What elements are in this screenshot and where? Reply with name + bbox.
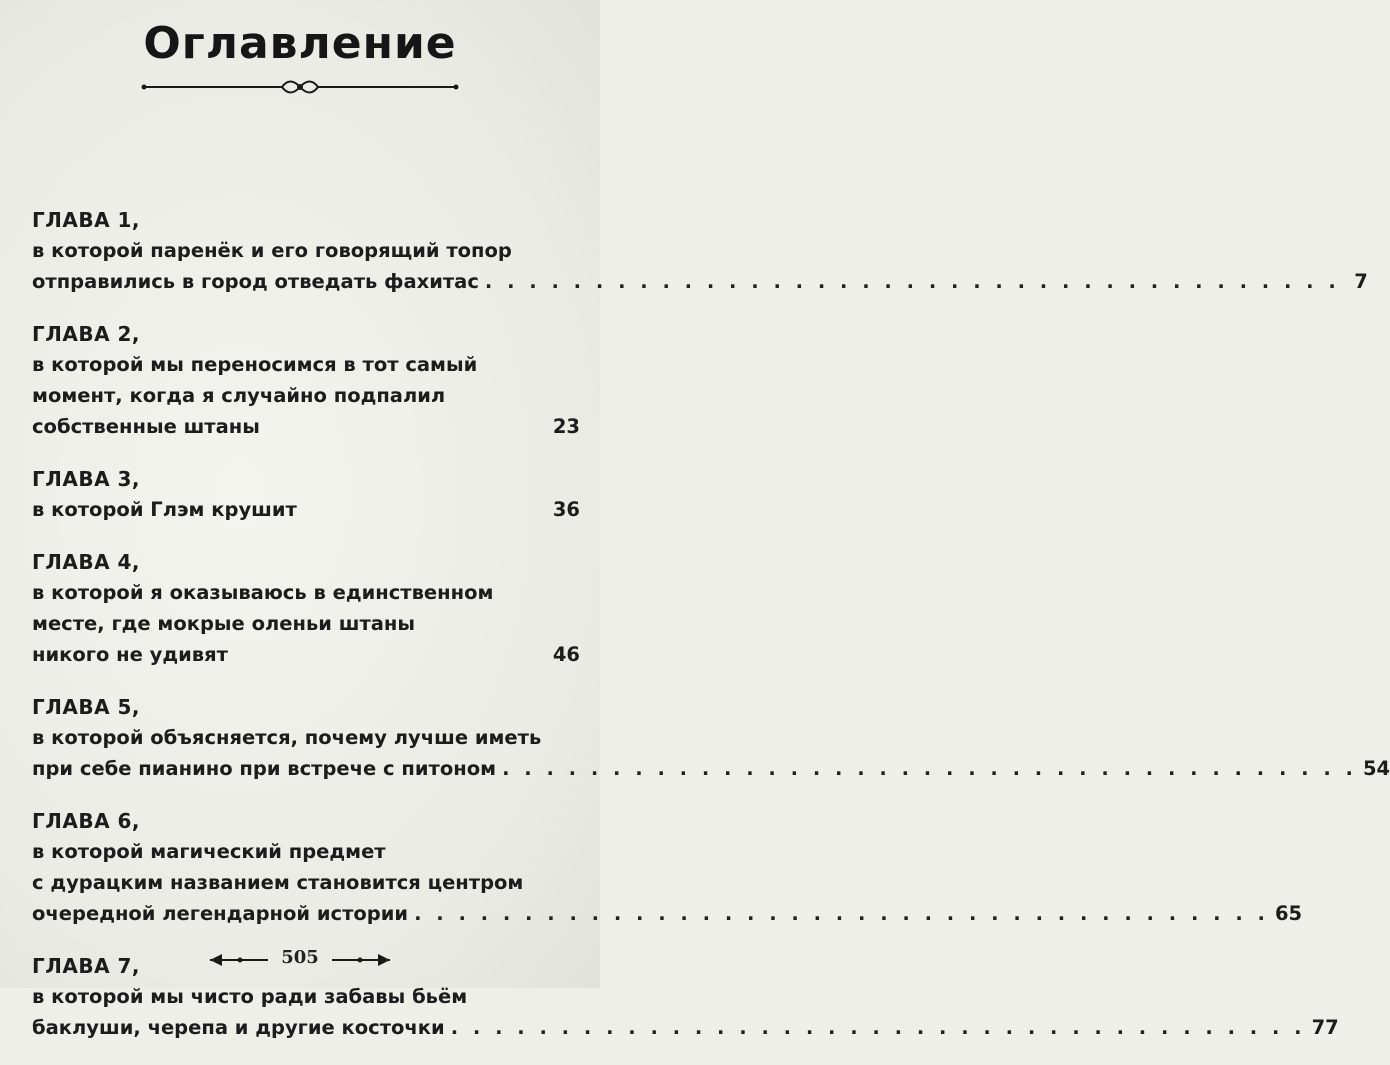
page-footer xyxy=(200,945,400,975)
chapter-title-text: баклуши, черепа и другие косточки xyxy=(32,1016,445,1039)
dot-leader: . . . . . . . . . . . . . . . . . . . . . . . . . . . . . . . . . . . . . . . xyxy=(502,757,1357,780)
chapter-title-text: собственные штаны xyxy=(32,415,260,438)
chapter-page-number: 54 xyxy=(1362,757,1390,780)
dot-leader: . . . . . . . . . . . . . . . . . . . . . . . . . . . . . . . . . . . . . . . xyxy=(484,270,1340,293)
toc-entry[interactable] xyxy=(32,547,580,670)
toc-entry[interactable] xyxy=(32,806,1303,929)
chapter-heading: ГЛАВА 6, xyxy=(32,809,141,833)
chapter-title-last-line xyxy=(32,411,580,442)
chapter-title-last-line xyxy=(32,266,1368,297)
chapter-title-text: отправились в город отведать фахитас xyxy=(32,270,479,293)
chapter-title-last-line xyxy=(32,494,580,525)
chapter-heading: ГЛАВА 2, xyxy=(32,322,141,346)
chapter-title-line: момент, когда я случайно подпалил xyxy=(32,384,446,407)
chapter-title-last-line xyxy=(32,639,580,670)
chapter-heading: ГЛАВА 1, xyxy=(32,208,141,232)
chapter-title-line: в которой объясняется, почему лучше иметь xyxy=(32,726,542,749)
chapter-title-text: в которой Глэм крушит xyxy=(32,498,297,521)
chapter-title-text: никого не удивят xyxy=(32,643,228,666)
chapter-title-line: месте, где мокрые оленьи штаны xyxy=(32,612,416,635)
chapter-title-line: в которой мы чисто ради забавы бьём xyxy=(32,985,468,1008)
table-of-contents xyxy=(32,205,1390,1065)
chapter-title-text: при себе пианино при встрече с питоном xyxy=(32,757,497,780)
dot-leader: . . . . . . . . . . . . . . . . . . . . . . . . . . . . . . . . . . . . . . . xyxy=(450,1016,1306,1039)
toc-entry[interactable] xyxy=(32,692,1390,784)
chapter-page-number: 7 xyxy=(1354,270,1368,293)
toc-entry[interactable] xyxy=(32,205,1368,297)
dot-leader: . . . . . . . . . . . . . . . . . . . . . . . . . . . . . . . . . . . . . . . xyxy=(414,902,1269,925)
toc-entry[interactable] xyxy=(32,464,580,525)
chapter-title-text: очередной легендарной истории xyxy=(32,902,409,925)
chapter-title-last-line xyxy=(32,1012,1339,1043)
chapter-title-last-line xyxy=(32,753,1390,784)
chapter-title-line: с дурацким названием становится центром xyxy=(32,871,524,894)
chapter-page-number: 36 xyxy=(552,498,580,521)
page-title: Оглавление xyxy=(143,18,457,69)
chapter-title-last-line xyxy=(32,898,1303,929)
chapter-heading: ГЛАВА 7, xyxy=(32,954,141,978)
toc-entry[interactable] xyxy=(32,319,580,442)
chapter-page-number: 77 xyxy=(1311,1016,1339,1039)
chapter-title-line: в которой я оказываюсь в единственном xyxy=(32,581,494,604)
chapter-heading: ГЛАВА 5, xyxy=(32,695,141,719)
chapter-title-line: в которой паренёк и его говорящий топор xyxy=(32,239,512,262)
page-number: 505 xyxy=(281,947,319,968)
title-ornament xyxy=(140,72,460,102)
chapter-page-number: 65 xyxy=(1274,902,1303,925)
chapter-title-line: в которой мы переносимся в тот самый xyxy=(32,353,478,376)
chapter-page-number: 46 xyxy=(552,643,580,666)
chapter-heading: ГЛАВА 4, xyxy=(32,550,141,574)
chapter-title-line: в которой магический предмет xyxy=(32,840,386,863)
chapter-heading: ГЛАВА 3, xyxy=(32,467,141,491)
chapter-page-number: 23 xyxy=(552,415,580,438)
